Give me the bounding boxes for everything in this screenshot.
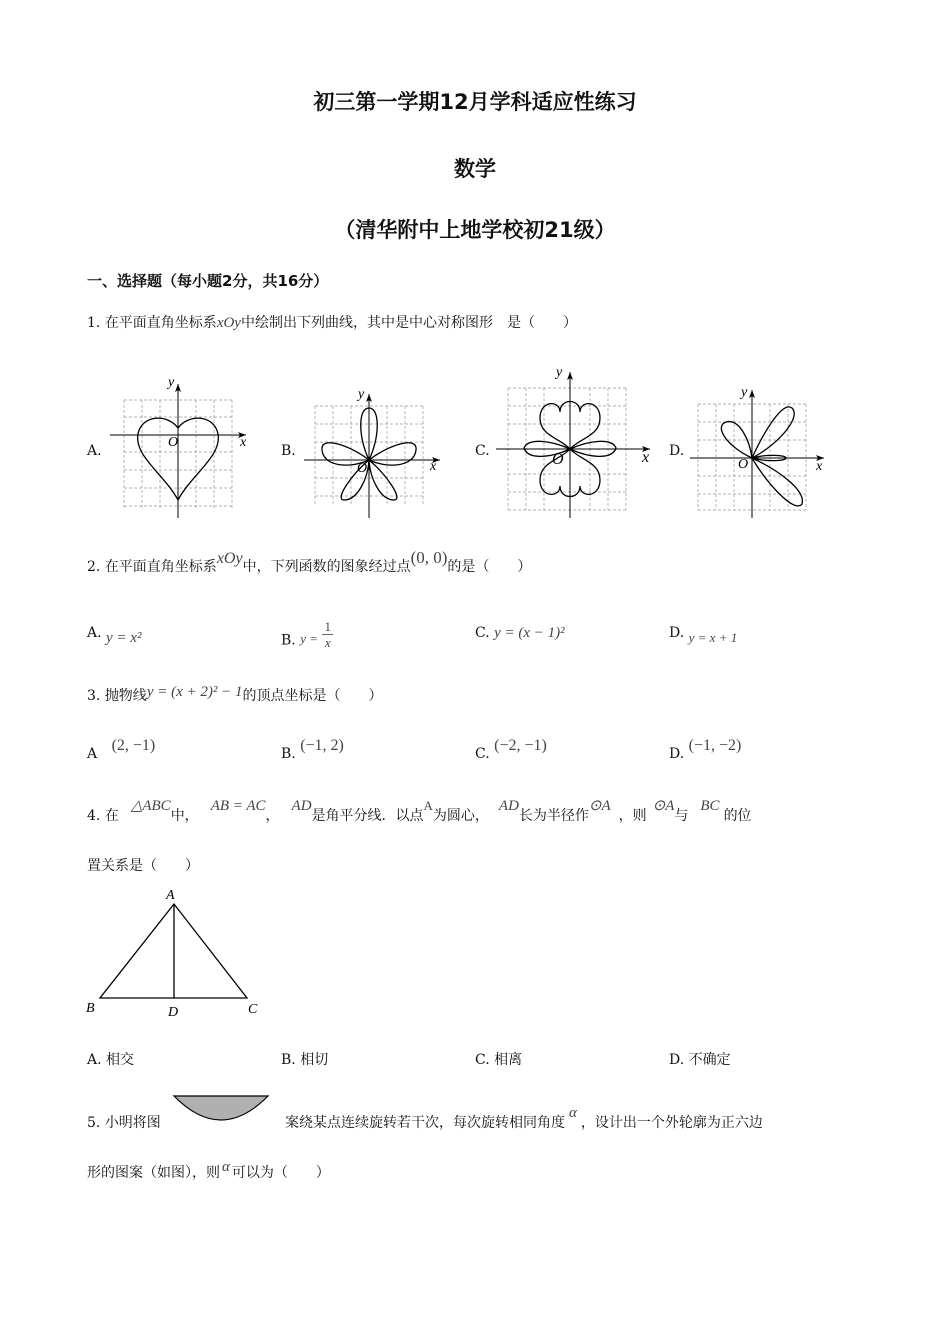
q4-option-d (669, 1049, 731, 1069)
q4-text-8: 与 (674, 808, 689, 824)
q4-fig-label-a: A (166, 888, 175, 903)
q5-text-d: 形的图案（如图），则 (87, 1165, 220, 1181)
q1-text-a: 在平面直角坐标系 (104, 315, 217, 331)
q2-number: 2. (87, 559, 101, 575)
q2-option-b (281, 619, 333, 656)
q1c-origin-label: O (552, 451, 564, 468)
q4-text-6: 长为半径作 (518, 808, 589, 824)
q5-alpha: α (569, 1105, 577, 1121)
q2-var: xOy (216, 550, 243, 567)
q2-option-c (475, 625, 565, 642)
q4-option-c-text: 相离 (494, 1052, 523, 1068)
q2-option-b-label: B. (281, 632, 296, 649)
q4-math-8: BC (700, 798, 720, 814)
q4-option-c-label: C. (475, 1052, 490, 1068)
question-2 (87, 548, 532, 576)
q4-math-4: A (423, 798, 433, 813)
q4-text-1: 在 (104, 808, 119, 824)
q3-option-b-expr: (−1, 2) (300, 737, 344, 754)
q1b-origin-label: O (357, 461, 368, 476)
q4-math-5: AD (498, 798, 519, 814)
section-heading: 一、选择题（每小题2分，共16分） (87, 272, 329, 290)
q3-option-a (87, 737, 156, 763)
q4-text-2: 中， (170, 808, 199, 824)
q2-option-b-lhs: y = (300, 630, 318, 646)
q4-text-4: 是角平分线．以点 (311, 808, 424, 824)
q3-text-a: 抛物线 (104, 688, 147, 704)
q1-number: 1. (87, 315, 101, 331)
q4-text-5: 为圆心， (432, 808, 489, 824)
q3-option-d-label: D. (669, 746, 685, 762)
q2-option-d-expr: y = x + 1 (688, 630, 738, 645)
q5-text-e: 可以为（ ） (231, 1165, 330, 1181)
q1d-x-label: x (816, 459, 823, 474)
q5-text-c: ，设计出一个外轮廓为正六边 (580, 1115, 763, 1131)
q2-option-a-expr: y = x² (106, 630, 142, 646)
q4-fig-label-c: C (248, 1002, 258, 1017)
q2-text-a: 在平面直角坐标系 (104, 559, 217, 575)
q4-option-c (475, 1049, 522, 1069)
q1-option-b-label: B. (281, 443, 296, 459)
school-subtitle: （清华附中上地学校初21级） (334, 218, 616, 242)
q2-option-d (669, 625, 738, 645)
q5-line-2 (87, 1159, 330, 1182)
q4-line-2: 置关系是（ ） (87, 858, 199, 874)
q5-alpha-2: α (222, 1159, 230, 1175)
q4-text-3: ， (265, 808, 280, 824)
q1c-y-label: y (556, 365, 563, 380)
question-1 (87, 312, 577, 332)
q1-graph-four-hearts (494, 366, 654, 522)
q1c-x-label: x (642, 449, 650, 466)
q4-option-b (281, 1049, 328, 1069)
q1a-x-label: x (240, 435, 247, 450)
q2-option-a (87, 625, 142, 646)
q2-point: (0, 0) (410, 548, 448, 567)
q2-option-b-fraction (322, 619, 333, 650)
q3-option-b (281, 737, 344, 763)
q4-math-6: ⊙A (588, 798, 611, 814)
page-title: 初三第一学期12月学科适应性练习 (313, 90, 637, 114)
q4-triangle-figure (80, 882, 270, 1022)
q1-option-c-label: C. (475, 443, 490, 459)
q2-option-a-label: A. (87, 625, 102, 641)
question-3 (87, 685, 382, 705)
q1-graph-three-petals (686, 386, 836, 522)
q4-fig-label-d: D (168, 1005, 179, 1020)
q4-number: 4. (87, 808, 101, 824)
q2-option-b-num: 1 (324, 619, 331, 634)
q1a-y-label: y (168, 375, 175, 390)
question-4 (87, 798, 752, 825)
q4-option-a (87, 1049, 134, 1069)
q2-option-d-label: D. (669, 625, 685, 641)
q3-expr: y = (x + 2)² − 1 (146, 684, 243, 700)
q4-math-2: AB = AC (210, 798, 266, 814)
q1-graph-five-petals (300, 388, 450, 522)
q1d-origin-label: O (738, 457, 749, 472)
q4-option-d-label: D. (669, 1052, 685, 1068)
q5-text-b: 案绕某点连续旋转若干次，每次旋转相同角度 (285, 1115, 565, 1131)
q4-math-3: AD (291, 798, 312, 814)
q3-option-c-expr: (−2, −1) (494, 737, 547, 754)
q2-option-b-den: x (324, 635, 331, 650)
q3-number: 3. (87, 688, 101, 704)
q2-option-c-label: C. (475, 625, 490, 641)
q3-option-c (475, 737, 547, 763)
q1-var: xOy (216, 315, 241, 331)
q4-text-9: 的位 (723, 808, 752, 824)
q1d-y-label: y (741, 385, 748, 400)
subject-title: 数学 (454, 157, 496, 181)
q5-line-1-start (87, 1112, 161, 1132)
q4-fig-label-b: B (86, 1001, 95, 1016)
q4-option-d-text: 不确定 (688, 1052, 731, 1068)
q4-text-7: ，则 (618, 808, 647, 824)
q2-text-b: 中，下列函数的图象经过点 (242, 559, 411, 575)
q1b-y-label: y (358, 387, 365, 402)
q1-text-b: 中绘制出下列曲线，其中是中心对称图形 是（ ） (240, 315, 577, 331)
q3-option-a-expr: (2, −1) (111, 737, 156, 754)
q4-option-a-label: A. (87, 1052, 102, 1068)
q4-option-b-label: B. (281, 1052, 296, 1068)
q1-option-d-label: D. (669, 443, 685, 459)
q5-line-1-end (285, 1105, 763, 1132)
q4-math-1: △ABC (130, 798, 171, 814)
q1b-x-label: x (430, 459, 437, 474)
q5-segment-figure (172, 1094, 270, 1124)
q3-option-b-label: B. (281, 746, 296, 762)
q2-option-c-expr: y = (x − 1)² (494, 625, 565, 641)
q3-option-c-label: C. (475, 746, 490, 762)
q3-option-d (669, 737, 742, 763)
q4-option-a-text: 相交 (106, 1052, 135, 1068)
q1-graph-heart (108, 376, 258, 522)
q5-number: 5. (87, 1115, 101, 1131)
q2-text-c: 的是（ ） (447, 559, 532, 575)
q3-option-d-expr: (−1, −2) (688, 737, 742, 754)
q1a-origin-label: O (168, 435, 179, 450)
q3-text-b: 的顶点坐标是（ ） (242, 688, 383, 704)
q1-option-a-label: A. (87, 443, 102, 459)
q4-option-b-text: 相切 (300, 1052, 329, 1068)
q4-math-7: ⊙A (652, 798, 675, 814)
q5-text-a: 小明将图 (104, 1115, 161, 1131)
q3-option-a-label: A (87, 746, 98, 762)
